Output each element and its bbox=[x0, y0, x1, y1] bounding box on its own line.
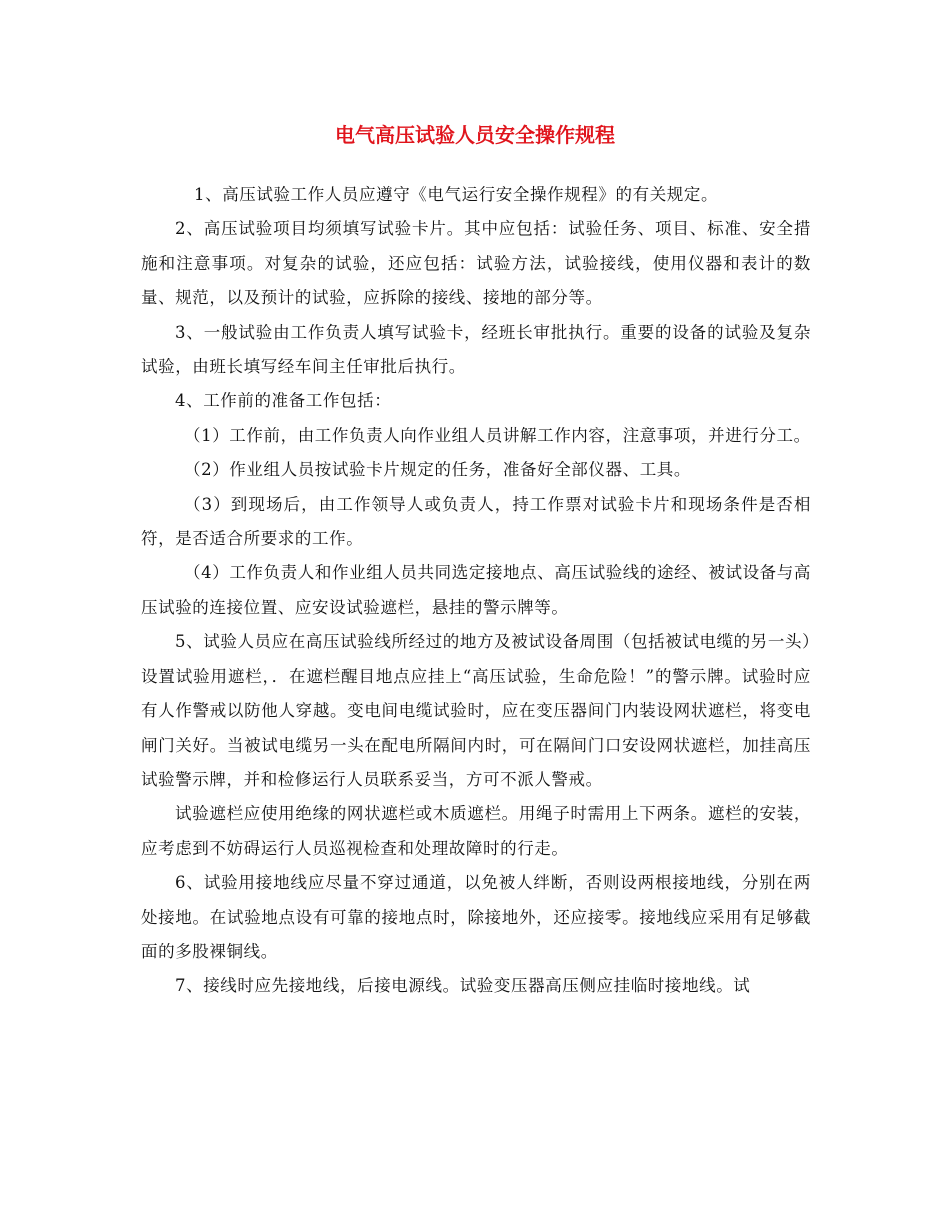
paragraph-4-1: （1）工作前，由工作负责人向作业组人员讲解工作内容，注意事项，并进行分工。 bbox=[184, 425, 811, 445]
paragraph-3: 3、一般试验由工作负责人填写试验卡，经班长审批执行。重要的设备的试验及复杂试验，由班长填写经车间主任审批后执行。 bbox=[141, 322, 811, 377]
paragraph-1: 1、高压试验工作人员应遵守《电气运行安全操作规程》的有关规定。 bbox=[194, 185, 719, 204]
document-title: 电气高压试验人员安全操作规程 bbox=[335, 123, 615, 147]
paragraph-4: 4、工作前的准备工作包括： bbox=[175, 391, 392, 411]
paragraph-4-3: （3）到现场后，由工作领导人或负责人，持工作票对试验卡片和现场条件是否相符，是否适合所要求的工作。 bbox=[141, 494, 811, 549]
paragraph-2: 2、高压试验项目均须填写试验卡片。其中应包括：试验任务、项目、标准、安全措施和注意事项。对复杂的试验，还应包括：试验方法，试验接线，使用仪器和表计的数量、规范，以及预计的试验，应拆除的接线、接地的部分等。 bbox=[141, 219, 811, 308]
paragraph-7: 7、接线时应先接地线，后接电源线。试验变压器高压侧应挂临时接地线。试 bbox=[175, 976, 751, 996]
paragraph-5-note: 试验遮栏应使用绝缘的网状遮栏或木质遮栏。用绳子时需用上下两条。遮栏的安装，应考虑到不妨碍运行人员巡视检查和处理故障时的行走。 bbox=[141, 804, 811, 858]
paragraph-4-4: （4）工作负责人和作业组人员共同选定接地点、高压试验线的途经、被试设备与高压试验的连接位置、应安设试验遮栏，悬挂的警示牌等。 bbox=[141, 563, 811, 617]
paragraph-6: 6、试验用接地线应尽量不穿过通道，以免被人绊断，否则设两根接地线，分别在两处接地。在试验地点设有可靠的接地点时，除接地外，还应接零。接地线应采用有足够截面的多股裸铜线。 bbox=[141, 873, 811, 961]
document-body bbox=[141, 178, 811, 1004]
paragraph-5: 5、试验人员应在高压试验线所经过的地方及被试设备周围（包括被试电缆的另一头）设置试验用遮栏，．在遮栏醒目地点应挂上“高压试验，生命危险！”的警示牌。试验时应有人作警戒以防他人穿越。变电间电缆试验时，应在变压器间门内装设网状遮栏，将变电闸门关好。当被试电缆另一头在配电所隔间内时，可在隔间门口安设网状遮栏，加挂高压试验警示牌，并和检修运行人员联系妥当，方可不派人警戒。 bbox=[141, 632, 811, 789]
paragraph-4-2: （2）作业组人员按试验卡片规定的任务，准备好全部仪器、工具。 bbox=[184, 460, 691, 480]
